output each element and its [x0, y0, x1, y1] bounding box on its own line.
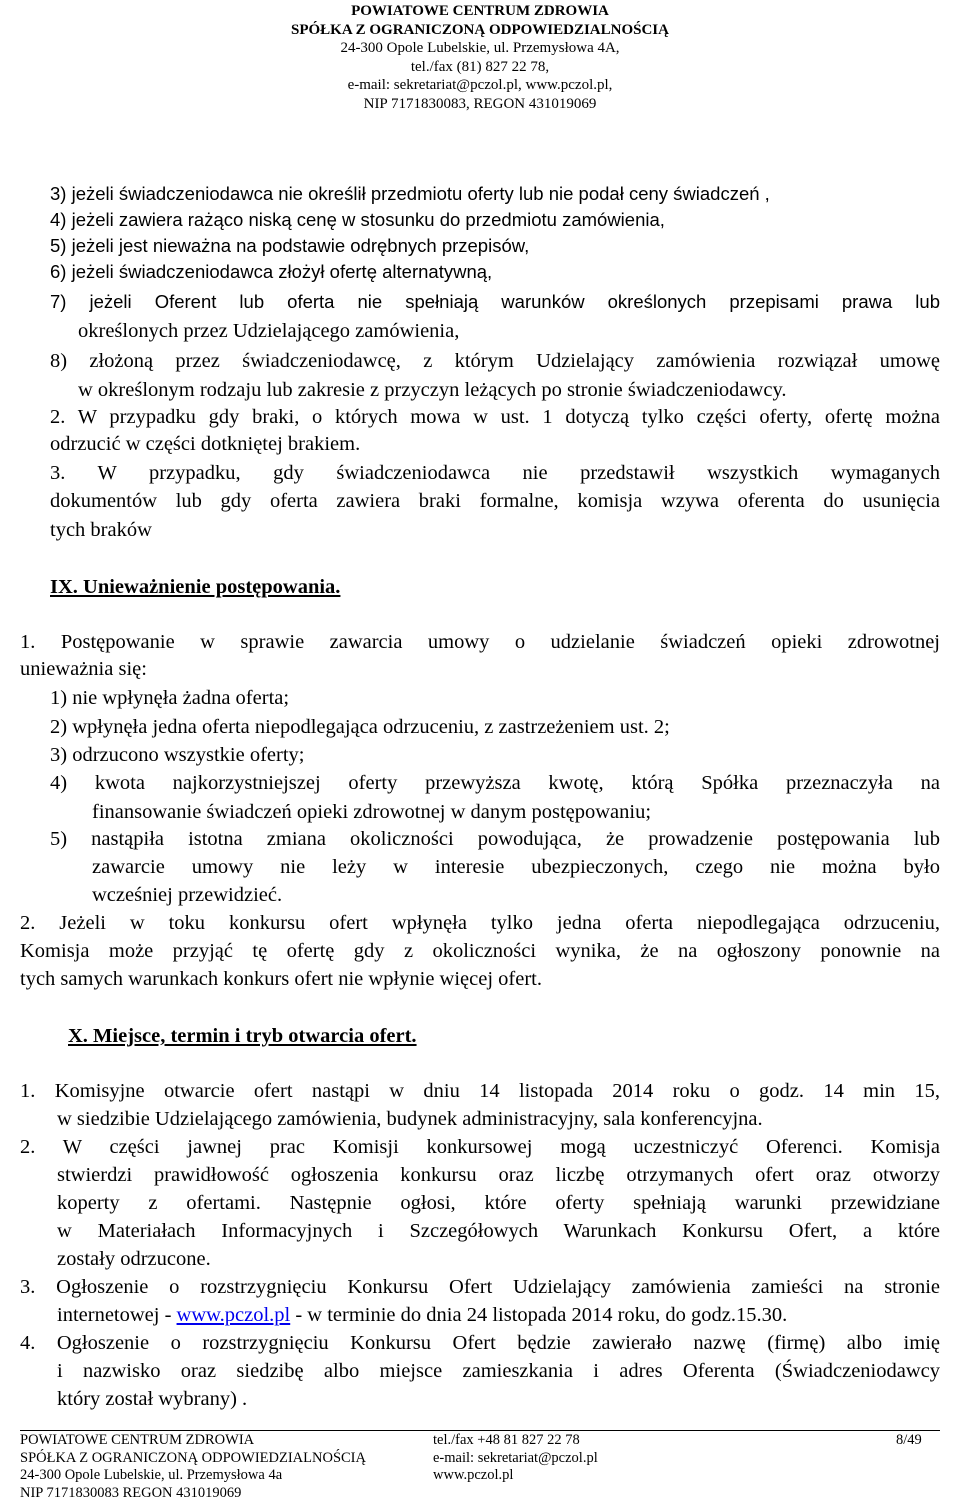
page-footer: [0, 1430, 960, 1501]
text-segment: - w terminie do dnia 24 listopada 2014 roku, do godz.15.30.: [290, 1304, 787, 1326]
list-item-continuation: zawarcie umowy nie leży w interesie ubezpieczonych, czego nie można było: [92, 855, 940, 879]
list-item-continuation: określonych przez Udzielającego zamówienia,: [78, 319, 459, 343]
list-item-continuation: w siedzibie Udzielającego zamówienia, budynek administracyjny, sala konferencyjna.: [57, 1107, 763, 1131]
footer-address: 24-300 Opole Lubelskie, ul. Przemysłowa 4a: [20, 1467, 366, 1485]
paragraph: 2. Jeżeli w toku konkursu ofert wpłynęła tylko jedna oferta niepodlegająca odrzuceniu,: [20, 911, 940, 935]
footer-email: e-mail: sekretariat@pczol.pl: [433, 1450, 598, 1468]
website-link[interactable]: www.pczol.pl: [177, 1304, 291, 1326]
paragraph-continuation: dokumentów lub gdy oferta zawiera braki formalne, komisja wzywa oferenta do usunięcia: [50, 489, 940, 513]
letterhead-phone: tel./fax (81) 827 22 78,: [0, 58, 960, 77]
letterhead-company-name: POWIATOWE CENTRUM ZDROWIA: [0, 2, 960, 21]
list-item: 1. Komisyjne otwarcie ofert nastąpi w dniu 14 listopada 2014 roku o godz. 14 min 15,: [20, 1079, 940, 1103]
list-item: 4) jeżeli zawiera rażąco niską cenę w stosunku do przedmiotu zamówienia,: [50, 208, 665, 232]
paragraph-continuation: tych samych warunkach konkurs ofert nie wpłynie więcej ofert.: [20, 967, 542, 991]
text-segment: internetowej -: [57, 1304, 177, 1326]
list-item: 7) jeżeli Oferent lub oferta nie spełniają warunków określonych przepisami prawa lub: [50, 290, 940, 314]
list-item-continuation: zostały odrzucone.: [57, 1247, 211, 1271]
list-item: 2) wpłynęła jedna oferta niepodlegająca odrzuceniu, z zastrzeżeniem ust. 2;: [50, 715, 670, 739]
list-item: 3) odrzucono wszystkie oferty;: [50, 743, 304, 767]
letterhead-company-type: SPÓŁKA Z OGRANICZONĄ ODPOWIEDZIALNOŚCIĄ: [0, 21, 960, 40]
footer-company-name: POWIATOWE CENTRUM ZDROWIA: [20, 1432, 366, 1450]
page-number: 8/49: [896, 1432, 922, 1450]
list-item-continuation: finansowanie świadczeń opieki zdrowotnej w danym postępowaniu;: [92, 800, 651, 824]
footer-website: www.pczol.pl: [433, 1467, 598, 1485]
section-heading-ix: IX. Unieważnienie postępowania.: [50, 575, 340, 599]
letterhead-address: 24-300 Opole Lubelskie, ul. Przemysłowa 4A,: [0, 39, 960, 58]
list-item-continuation: stwierdzi prawidłowość ogłoszenia konkursu oraz liczbę otrzymanych ofert oraz otworzy: [57, 1163, 940, 1187]
footer-company-type: SPÓŁKA Z OGRANICZONĄ ODPOWIEDZIALNOŚCIĄ: [20, 1450, 366, 1468]
letterhead-nip-regon: NIP 7171830083, REGON 431019069: [0, 95, 960, 114]
list-item: 3) jeżeli świadczeniodawca nie określił przedmiotu oferty lub nie podał ceny świadczeń ,: [50, 182, 770, 206]
footer-company-block: [20, 1432, 366, 1502]
list-item-continuation: wcześniej przewidzieć.: [92, 883, 282, 907]
list-item: 6) jeżeli świadczeniodawca złożył ofertę alternatywną,: [50, 260, 492, 284]
paragraph: 1. Postępowanie w sprawie zawarcia umowy o udzielanie świadczeń opieki zdrowotnej: [20, 630, 940, 654]
letterhead-email: e-mail: sekretariat@pczol.pl, www.pczol.pl,: [0, 76, 960, 95]
section-heading-x: X. Miejsce, termin i tryb otwarcia ofert.: [68, 1024, 417, 1048]
footer-divider: [20, 1430, 940, 1431]
paragraph-continuation: odrzucić w części dotkniętej brakiem.: [50, 432, 360, 456]
letterhead: [0, 2, 960, 113]
list-item-continuation: który został wybrany) .: [57, 1387, 247, 1411]
footer-nip-regon: NIP 7171830083 REGON 431019069: [20, 1485, 366, 1502]
list-item: 5) nastąpiła istotna zmiana okoliczności powodująca, że prowadzenie postępowania lub: [50, 827, 940, 851]
footer-contact-block: [433, 1432, 598, 1485]
list-item-continuation: i nazwisko oraz siedzibę albo miejsce zamieszkania i adres Oferenta (Świadczeniodawcy: [57, 1359, 940, 1383]
paragraph-continuation: unieważnia się:: [20, 657, 147, 681]
paragraph: 2. W przypadku gdy braki, o których mowa w ust. 1 dotyczą tylko części oferty, ofertę można: [50, 405, 940, 429]
list-item: 4. Ogłoszenie o rozstrzygnięciu Konkursu Ofert będzie zawierało nazwę (firmę) albo imię: [20, 1331, 940, 1355]
list-item-continuation: koperty z ofertami. Następnie ogłosi, które oferty spełniają warunki przewidziane: [57, 1191, 940, 1215]
list-item-continuation: w określonym rodzaju lub zakresie z przyczyn leżących po stronie świadczeniodawcy.: [78, 378, 786, 402]
list-item-continuation: [57, 1303, 787, 1327]
footer-phone: tel./fax +48 81 827 22 78: [433, 1432, 598, 1450]
list-item: 3. Ogłoszenie o rozstrzygnięciu Konkursu Ofert Udzielający zamówienia zamieści na stronie: [20, 1275, 940, 1299]
list-item: 8) złożoną przez świadczeniodawcę, z którym Udzielający zamówienia rozwiązał umowę: [50, 349, 940, 373]
paragraph-continuation: tych braków: [50, 518, 152, 542]
paragraph: 3. W przypadku, gdy świadczeniodawca nie przedstawił wszystkich wymaganych: [50, 461, 940, 485]
list-item: 4) kwota najkorzystniejszej oferty przewyższa kwotę, którą Spółka przeznaczyła na: [50, 771, 940, 795]
list-item-continuation: w Materiałach Informacyjnych i Szczegółowych Warunkach Konkursu Ofert, a które: [57, 1219, 940, 1243]
paragraph-continuation: Komisja może przyjąć tę ofertę gdy z okoliczności wynika, że na ogłoszony ponownie na: [20, 939, 940, 963]
list-item: 2. W części jawnej prac Komisji konkursowej mogą uczestniczyć Oferenci. Komisja: [20, 1135, 940, 1159]
list-item: 5) jeżeli jest nieważna na podstawie odrębnych przepisów,: [50, 234, 529, 258]
list-item: 1) nie wpłynęła żadna oferta;: [50, 686, 289, 710]
